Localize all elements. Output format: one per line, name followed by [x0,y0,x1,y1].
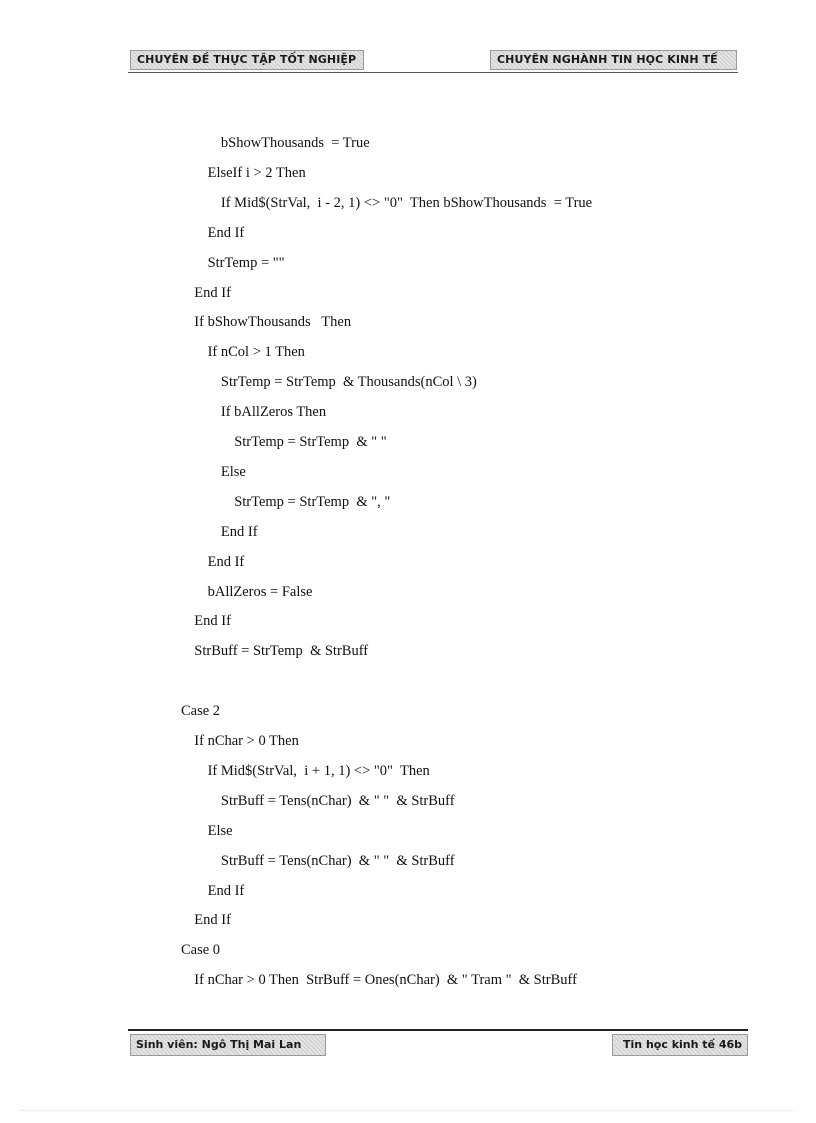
code-line: Else [207,822,233,839]
code-line: If Mid$(StrVal, i - 2, 1) <> "0" Then bShowThousands = True [220,194,593,211]
code-line: End If [194,284,231,301]
code-line: End If [207,882,245,899]
page-bottom-edge [20,1110,796,1111]
code-line: If nChar > 0 Then [194,733,299,749]
code-line: StrTemp = StrTemp & " " [234,434,387,450]
code-line: Else [220,463,246,480]
header-rule [128,72,738,73]
code-line: End If [207,553,245,570]
code-line: StrBuff = StrTemp & StrBuff [194,643,369,660]
code-line: StrTemp = "" [207,254,285,271]
code-line: End If [220,523,258,540]
footer-rule [128,1029,748,1031]
header-right-label: CHUYÊN NGHÀNH TIN HỌC KINH TẾ [490,50,737,70]
code-line: ElseIf i > 2 Then [207,164,306,181]
code-line: StrBuff = Tens(nChar) & " " & StrBuff [220,852,455,869]
code-line: Case 2 [181,703,221,720]
code-line: bShowThousands = True [220,135,370,151]
footer-class-label: Tin học kinh tế 46b [612,1034,748,1056]
header-left-label: CHUYÊN ĐỀ THỰC TẬP TỐT NGHIỆP [130,50,364,70]
code-line: bAllZeros = False [207,583,313,600]
code-line: StrTemp = StrTemp & ", " [234,493,391,510]
code-line: End If [194,912,231,929]
code-line: StrTemp = StrTemp & Thousands(nCol \ 3) [220,374,477,391]
code-line: Case 0 [181,942,221,959]
code-line: End If [207,224,245,241]
code-line: End If [194,613,231,630]
code-line: If Mid$(StrVal, i + 1, 1) <> "0" Then [207,762,430,779]
code-line: If nChar > 0 Then StrBuff = Ones(nChar) & " Tram " & StrBuff [194,972,577,989]
code-line: If bShowThousands Then [194,314,352,331]
code-line: StrBuff = Tens(nChar) & " " & StrBuff [220,792,455,809]
footer-student-label: Sinh viên: Ngô Thị Mai Lan [130,1034,326,1056]
code-line: If nCol > 1 Then [207,344,305,361]
code-line: If bAllZeros Then [220,404,327,421]
